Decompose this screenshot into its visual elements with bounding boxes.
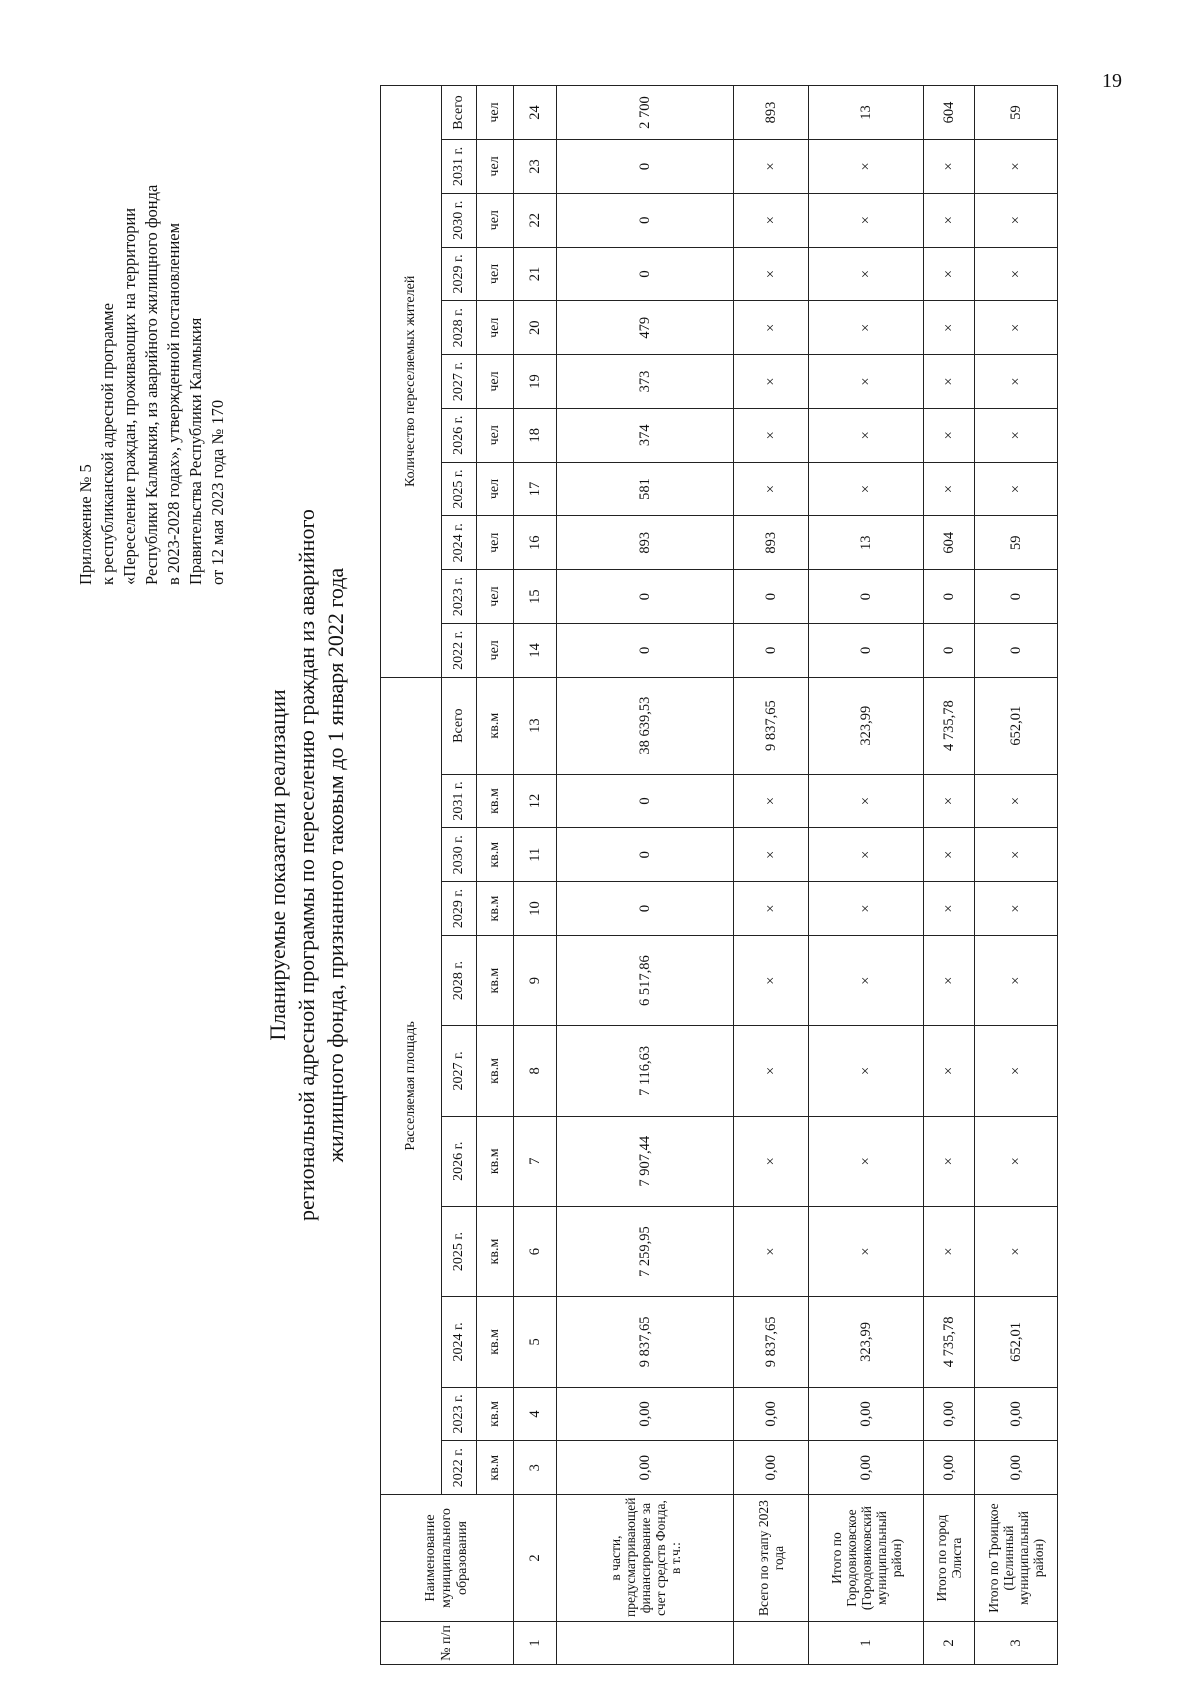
value-cell: 59 <box>975 516 1058 570</box>
value-cell: × <box>734 828 809 882</box>
row-number: 1 <box>809 1621 924 1664</box>
value-cell: × <box>809 1206 924 1296</box>
value-cell: × <box>924 828 975 882</box>
value-cell: × <box>809 247 924 301</box>
value-cell: 0,00 <box>975 1441 1058 1495</box>
unit-header: чел <box>477 623 514 677</box>
value-cell: × <box>975 408 1058 462</box>
value-cell: × <box>924 193 975 247</box>
appendix-header <box>75 65 229 585</box>
value-cell: × <box>734 774 809 828</box>
value-cell: 893 <box>734 86 809 140</box>
unit-header: чел <box>477 86 514 140</box>
table-row <box>924 86 975 1665</box>
row-number <box>734 1621 809 1664</box>
year-header: 2024 г. <box>442 1297 477 1387</box>
unit-header: кв.м <box>477 882 514 936</box>
year-header: 2025 г. <box>442 462 477 516</box>
value-cell: × <box>924 882 975 936</box>
value-cell: × <box>734 355 809 409</box>
year-header-row <box>442 86 477 1665</box>
value-cell: 893 <box>734 516 809 570</box>
column-index: 16 <box>514 516 557 570</box>
value-cell: 0,00 <box>924 1387 975 1441</box>
value-cell: 0 <box>809 570 924 624</box>
value-cell: 0 <box>557 247 734 301</box>
value-cell: × <box>734 882 809 936</box>
header-municipality: Наименование муниципального образования <box>381 1495 514 1622</box>
value-cell: × <box>734 140 809 194</box>
value-cell: 7 907,44 <box>557 1116 734 1206</box>
value-cell: 0,00 <box>924 1441 975 1495</box>
year-header: 2027 г. <box>442 1026 477 1116</box>
value-cell: × <box>924 774 975 828</box>
title-line: Планируемые показатели реализации <box>265 689 290 1041</box>
value-cell: × <box>924 935 975 1025</box>
value-cell: 9 837,65 <box>734 1297 809 1387</box>
unit-header: чел <box>477 408 514 462</box>
value-cell: × <box>924 1116 975 1206</box>
column-index: 19 <box>514 355 557 409</box>
value-cell: 652,01 <box>975 1297 1058 1387</box>
year-header: 2026 г. <box>442 408 477 462</box>
header-line: Республики Калмыкия, из аварийного жилищного фонда <box>142 184 161 585</box>
row-number: 2 <box>924 1621 975 1664</box>
value-cell: × <box>809 193 924 247</box>
value-cell: × <box>975 1026 1058 1116</box>
value-cell: × <box>924 247 975 301</box>
value-cell: 0 <box>557 570 734 624</box>
column-index: 3 <box>514 1441 557 1495</box>
column-index: 14 <box>514 623 557 677</box>
value-cell: 0 <box>734 623 809 677</box>
column-index: 20 <box>514 301 557 355</box>
header-line: в 2023-2028 годах», утвержденной постановлением <box>164 222 183 585</box>
unit-header: кв.м <box>477 1297 514 1387</box>
value-cell: 0 <box>557 193 734 247</box>
year-header: 2026 г. <box>442 1116 477 1206</box>
year-header: 2027 г. <box>442 355 477 409</box>
value-cell: 6 517,86 <box>557 935 734 1025</box>
value-cell: 604 <box>924 86 975 140</box>
value-cell: × <box>734 408 809 462</box>
table-row <box>557 86 734 1665</box>
value-cell: × <box>924 1026 975 1116</box>
value-cell: 581 <box>557 462 734 516</box>
value-cell: × <box>809 1116 924 1206</box>
column-index: 11 <box>514 828 557 882</box>
year-header: Всего <box>442 86 477 140</box>
title-line: региональной адресной программы по переселению граждан из аварийного <box>294 509 319 1221</box>
column-index: 8 <box>514 1026 557 1116</box>
value-cell: × <box>809 301 924 355</box>
index-row <box>514 86 557 1665</box>
value-cell: 38 639,53 <box>557 677 734 774</box>
header-area-group: Расселяемая площадь <box>381 677 442 1494</box>
value-cell: × <box>924 408 975 462</box>
year-header: 2029 г. <box>442 882 477 936</box>
value-cell: 323,99 <box>809 677 924 774</box>
value-cell: 0,00 <box>557 1441 734 1495</box>
value-cell: 9 837,65 <box>557 1297 734 1387</box>
value-cell: × <box>975 935 1058 1025</box>
value-cell: 0,00 <box>734 1387 809 1441</box>
header-line: «Переселение граждан, проживающих на территории <box>120 207 139 585</box>
header-line: к республиканской адресной программе <box>98 303 117 585</box>
value-cell: × <box>809 1026 924 1116</box>
year-header: 2022 г. <box>442 623 477 677</box>
header-line: от 12 мая 2023 года № 170 <box>208 399 227 585</box>
year-header: 2028 г. <box>442 301 477 355</box>
value-cell: 0,00 <box>734 1441 809 1495</box>
header-people-group: Количество переселяемых жителей <box>381 86 442 678</box>
indicators-table <box>380 85 1058 1665</box>
table-row <box>809 86 924 1665</box>
value-cell: × <box>809 140 924 194</box>
year-header: Всего <box>442 677 477 774</box>
year-header: 2031 г. <box>442 140 477 194</box>
value-cell: 59 <box>975 86 1058 140</box>
column-index: 5 <box>514 1297 557 1387</box>
value-cell: × <box>975 301 1058 355</box>
value-cell: 0,00 <box>975 1387 1058 1441</box>
municipality-name: Итого по Троицкое (Целинный муниципальный район) <box>975 1495 1058 1622</box>
value-cell: 373 <box>557 355 734 409</box>
value-cell: × <box>975 355 1058 409</box>
year-header: 2030 г. <box>442 828 477 882</box>
value-cell: 374 <box>557 408 734 462</box>
value-cell: × <box>924 140 975 194</box>
column-index: 17 <box>514 462 557 516</box>
title-line: жилищного фонда, признанного таковым до 1 января 2022 года <box>323 567 348 1163</box>
unit-header: кв.м <box>477 1026 514 1116</box>
value-cell: 893 <box>557 516 734 570</box>
value-cell: × <box>924 301 975 355</box>
value-cell: 0 <box>734 570 809 624</box>
column-index: 6 <box>514 1206 557 1296</box>
value-cell: 0 <box>975 623 1058 677</box>
value-cell: × <box>734 247 809 301</box>
value-cell: × <box>975 247 1058 301</box>
value-cell: 4 735,78 <box>924 677 975 774</box>
value-cell: × <box>809 882 924 936</box>
value-cell: × <box>924 1206 975 1296</box>
value-cell: × <box>734 1026 809 1116</box>
rotated-landscape-content <box>35 65 1135 1665</box>
unit-header: кв.м <box>477 828 514 882</box>
value-cell: × <box>975 140 1058 194</box>
value-cell: 13 <box>809 516 924 570</box>
value-cell: 13 <box>809 86 924 140</box>
value-cell: 0 <box>809 623 924 677</box>
header-line: Приложение № 5 <box>76 464 95 585</box>
municipality-name: Итого по город Элиста <box>924 1495 975 1622</box>
value-cell: × <box>975 774 1058 828</box>
value-cell: × <box>975 1206 1058 1296</box>
unit-header-row <box>477 86 514 1665</box>
header-number: № п/п <box>381 1621 514 1664</box>
unit-header: чел <box>477 462 514 516</box>
municipality-name: Всего по этапу 2023 года <box>734 1495 809 1622</box>
unit-header: чел <box>477 193 514 247</box>
unit-header: кв.м <box>477 1387 514 1441</box>
value-cell: 0,00 <box>557 1387 734 1441</box>
value-cell: × <box>734 193 809 247</box>
column-index: 1 <box>514 1621 557 1664</box>
value-cell: 4 735,78 <box>924 1297 975 1387</box>
value-cell: 0 <box>924 623 975 677</box>
row-number: 3 <box>975 1621 1058 1664</box>
document-title <box>263 215 350 1515</box>
column-index: 13 <box>514 677 557 774</box>
column-index: 12 <box>514 774 557 828</box>
year-header: 2028 г. <box>442 935 477 1025</box>
value-cell: 7 259,95 <box>557 1206 734 1296</box>
value-cell: × <box>809 935 924 1025</box>
year-header: 2025 г. <box>442 1206 477 1296</box>
value-cell: 604 <box>924 516 975 570</box>
value-cell: 652,01 <box>975 677 1058 774</box>
page-number: 19 <box>1102 70 1122 92</box>
column-index: 23 <box>514 140 557 194</box>
value-cell: 0 <box>557 828 734 882</box>
value-cell: 0 <box>557 140 734 194</box>
value-cell: × <box>975 193 1058 247</box>
value-cell: × <box>924 355 975 409</box>
year-header: 2030 г. <box>442 193 477 247</box>
value-cell: 0 <box>924 570 975 624</box>
row-number <box>557 1621 734 1664</box>
unit-header: кв.м <box>477 1441 514 1495</box>
year-header: 2029 г. <box>442 247 477 301</box>
value-cell: × <box>809 355 924 409</box>
column-index: 9 <box>514 935 557 1025</box>
year-header: 2022 г. <box>442 1441 477 1495</box>
value-cell: × <box>975 882 1058 936</box>
value-cell: × <box>734 1206 809 1296</box>
column-index: 21 <box>514 247 557 301</box>
column-index: 18 <box>514 408 557 462</box>
table-row <box>975 86 1058 1665</box>
value-cell: × <box>734 1116 809 1206</box>
value-cell: × <box>975 462 1058 516</box>
value-cell: × <box>809 462 924 516</box>
value-cell: × <box>809 828 924 882</box>
unit-header: кв.м <box>477 1116 514 1206</box>
column-index: 2 <box>514 1495 557 1622</box>
column-index: 10 <box>514 882 557 936</box>
value-cell: 0 <box>557 623 734 677</box>
table-row <box>734 86 809 1665</box>
column-index: 24 <box>514 86 557 140</box>
column-index: 15 <box>514 570 557 624</box>
unit-header: чел <box>477 301 514 355</box>
unit-header: чел <box>477 140 514 194</box>
value-cell: 0,00 <box>809 1441 924 1495</box>
value-cell: × <box>734 462 809 516</box>
column-index: 4 <box>514 1387 557 1441</box>
value-cell: × <box>734 301 809 355</box>
value-cell: × <box>809 774 924 828</box>
table-body <box>557 86 1058 1665</box>
unit-header: кв.м <box>477 677 514 774</box>
value-cell: × <box>734 935 809 1025</box>
unit-header: чел <box>477 570 514 624</box>
unit-header: кв.м <box>477 774 514 828</box>
unit-header: чел <box>477 355 514 409</box>
municipality-name: Итого по Городовиковское (Городовиковский муниципальный район) <box>809 1495 924 1622</box>
value-cell: 323,99 <box>809 1297 924 1387</box>
year-header: 2031 г. <box>442 774 477 828</box>
value-cell: 0 <box>557 882 734 936</box>
value-cell: 9 837,65 <box>734 677 809 774</box>
value-cell: 0 <box>557 774 734 828</box>
value-cell: 479 <box>557 301 734 355</box>
header-line: Правительства Республики Калмыкия <box>186 317 205 585</box>
column-index: 7 <box>514 1116 557 1206</box>
municipality-name: в части, предусматривающей финансирование за счет средств Фонда, в т.ч.: <box>557 1495 734 1622</box>
value-cell: 0 <box>975 570 1058 624</box>
value-cell: × <box>975 1116 1058 1206</box>
value-cell: × <box>924 462 975 516</box>
unit-header: чел <box>477 516 514 570</box>
unit-header: кв.м <box>477 1206 514 1296</box>
unit-header: кв.м <box>477 935 514 1025</box>
year-header: 2023 г. <box>442 570 477 624</box>
column-index: 22 <box>514 193 557 247</box>
unit-header: чел <box>477 247 514 301</box>
value-cell: 7 116,63 <box>557 1026 734 1116</box>
year-header: 2023 г. <box>442 1387 477 1441</box>
value-cell: 2 700 <box>557 86 734 140</box>
value-cell: 0,00 <box>809 1387 924 1441</box>
value-cell: × <box>975 828 1058 882</box>
value-cell: × <box>809 408 924 462</box>
year-header: 2024 г. <box>442 516 477 570</box>
